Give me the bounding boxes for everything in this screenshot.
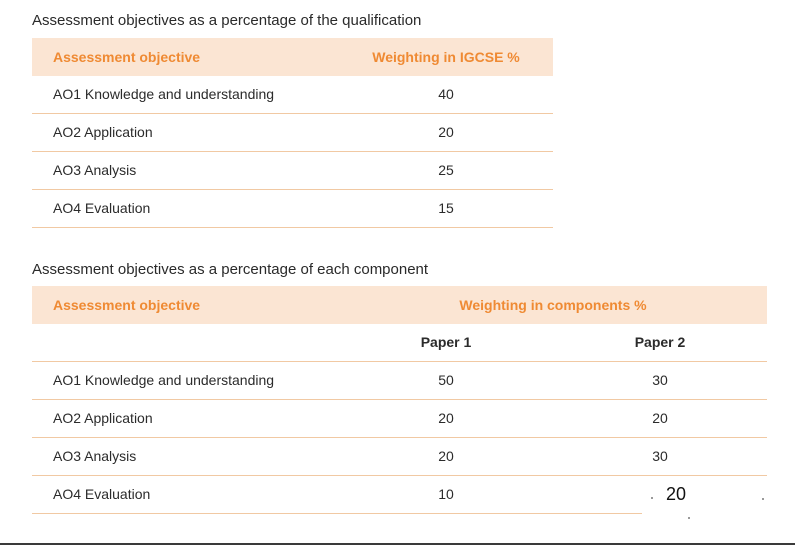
table-row	[32, 362, 767, 400]
subheader-row	[32, 324, 767, 362]
table-row	[32, 190, 553, 228]
objective-label: AO4 Evaluation	[53, 486, 151, 502]
table-row	[32, 152, 553, 190]
header-assessment-objective: Assessment objective	[53, 297, 201, 313]
objective-label: AO2 Application	[53, 410, 153, 426]
page-bottom-border	[0, 543, 795, 545]
paper-2-value: 30	[652, 448, 668, 464]
objective-label: AO3 Analysis	[53, 162, 137, 178]
paper-2-value: 30	[652, 372, 668, 388]
table-header	[32, 38, 553, 76]
header-weighting-igcse: Weighting in IGCSE %	[372, 49, 520, 65]
paper-1-value: 50	[438, 372, 454, 388]
header-weighting-components: Weighting in components %	[459, 297, 647, 313]
objective-label: AO4 Evaluation	[53, 200, 151, 216]
subheader-paper-2: Paper 2	[634, 334, 686, 350]
paper-2-value-edited: 20	[666, 484, 687, 504]
paper-1-value: 10	[438, 486, 454, 502]
table-row	[32, 438, 767, 476]
qualification-weighting-table	[32, 38, 553, 228]
paper-1-value: 20	[438, 448, 454, 464]
objective-label: AO3 Analysis	[53, 448, 137, 464]
table-row	[32, 400, 767, 438]
objective-label: AO2 Application	[53, 124, 153, 140]
table-header	[32, 286, 767, 324]
weighting-value: 20	[438, 124, 454, 140]
objective-label: AO1 Knowledge and understanding	[53, 86, 275, 102]
table-row	[32, 114, 553, 152]
weighting-value: 40	[438, 86, 454, 102]
weighting-value: 15	[438, 200, 454, 216]
objective-label: AO1 Knowledge and understanding	[53, 372, 275, 388]
header-assessment-objective: Assessment objective	[53, 49, 201, 65]
table-row	[32, 76, 553, 114]
edit-patch	[642, 478, 767, 518]
paper-1-value: 20	[438, 410, 454, 426]
subheader-paper-1: Paper 1	[420, 334, 472, 350]
speck-mark	[688, 517, 690, 519]
speck-mark	[762, 498, 764, 500]
qualification-table-title: Assessment objectives as a percentage of the qualification	[32, 12, 422, 29]
weighting-value: 25	[438, 162, 454, 178]
paper-2-value: 20	[652, 410, 668, 426]
component-table-title: Assessment objectives as a percentage of each component	[32, 261, 429, 278]
speck-mark	[651, 497, 653, 499]
